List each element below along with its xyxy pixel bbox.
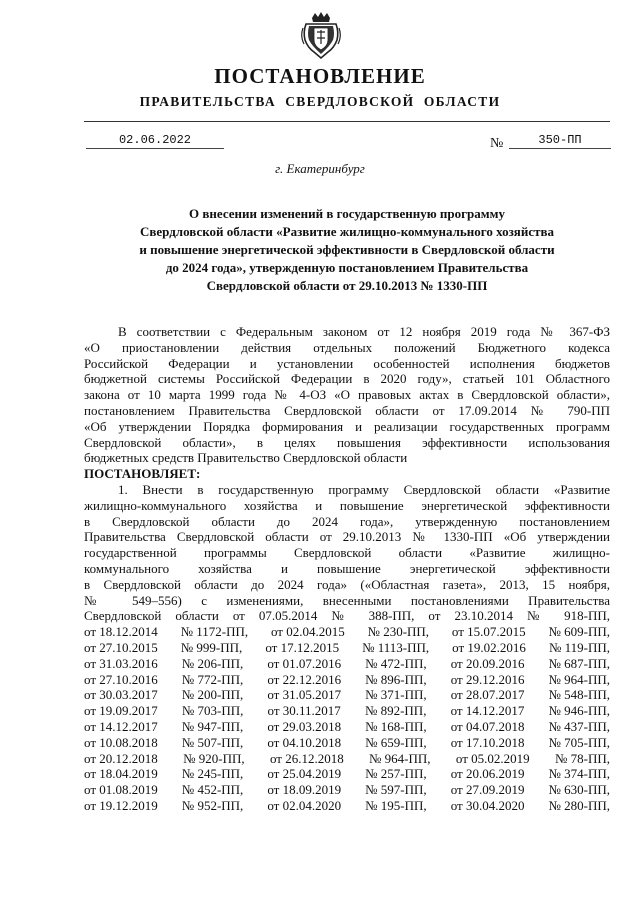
item-line: в Свердловской области до 2024 года» («Областная газета», 2013, 15 ноября, <box>84 576 610 592</box>
amendment-line <box>84 766 610 782</box>
amendment-number: № 947-ПП, <box>181 718 244 734</box>
amendment-number: № 437-ПП, <box>548 718 610 734</box>
amendment-line <box>84 672 610 688</box>
amendment-date: от 19.09.2017 <box>84 703 158 719</box>
amendment-number: № 772-ПП, <box>181 671 244 687</box>
item-line: в Свердловской области до 2024 года», утвержденную постановлением <box>84 513 610 529</box>
amendment-number: № 1172-ПП, <box>180 624 249 640</box>
amendment-date: от 29.03.2018 <box>267 718 342 734</box>
amendment-number: № 257-ПП, <box>365 766 427 782</box>
preamble-line: В соответствии с Федеральным законом от 12 ноября 2019 года № 367-ФЗ <box>118 324 610 339</box>
amendment-number: № 78-ПП, <box>554 750 610 766</box>
amendment-number: № 705-ПП, <box>548 734 610 750</box>
amendment-date: от 30.11.2017 <box>267 703 341 719</box>
amendment-date: от 27.10.2016 <box>84 671 158 687</box>
amendment-date: от 14.12.2017 <box>84 718 158 734</box>
preamble-paragraph <box>84 324 610 466</box>
item-line: государственной программы Свердловской области «Развитие жилищно- <box>84 545 610 561</box>
heading-line: О внесении изменений в государственную программу <box>189 206 505 221</box>
item-line: 1. Внести в государственную программу Свердловской области «Развитие <box>118 481 610 497</box>
amendment-line <box>84 751 610 767</box>
amendment-number: № 952-ПП, <box>181 797 244 813</box>
amendment-number: № 999-ПП, <box>180 639 243 655</box>
amendment-number: № 920-ПП, <box>183 750 245 766</box>
item-line: Свердловской области от 07.05.2014 № 388-ПП, от 23.10.2014 № 918-ПП, <box>84 608 610 624</box>
amendment-date: от 02.04.2020 <box>267 797 342 813</box>
amendment-date: от 26.12.2018 <box>269 750 344 766</box>
amendment-number: № 195-ПП, <box>365 797 427 813</box>
decree-word: ПОСТАНОВЛЯЕТ: <box>84 466 201 482</box>
preamble-line: Российской Федерации и установлении особенностей исполнения бюджетов <box>84 355 610 371</box>
amendment-number: № 507-ПП, <box>181 734 244 750</box>
document-city: г. Екатеринбург <box>275 161 365 176</box>
amendment-number: № 452-ПП, <box>181 782 244 798</box>
issuer-title: ПРАВИТЕЛЬСТВА СВЕРДЛОВСКОЙ ОБЛАСТИ <box>139 94 501 109</box>
amendment-date: от 04.07.2018 <box>450 718 525 734</box>
preamble-line: Свердловской области», в целях повышения эффективности использования <box>84 434 610 450</box>
amendment-date: от 19.02.2016 <box>452 639 526 655</box>
amendment-date: от 20.06.2019 <box>450 766 525 782</box>
heading-line: Свердловской области «Развитие жилищно-коммунального хозяйства <box>139 224 555 239</box>
amendment-line <box>84 798 610 814</box>
preamble-line: бюджетных средств Правительство Свердловской области <box>84 450 408 466</box>
document-date: 02.06.2022 <box>86 133 224 149</box>
amendment-number: № 206-ПП, <box>181 655 244 671</box>
amendment-date: от 30.04.2020 <box>450 797 525 813</box>
amendment-date: от 10.08.2018 <box>84 734 158 750</box>
amendment-date: от 15.07.2015 <box>451 624 526 640</box>
amendment-number: № 896-ПП, <box>365 671 427 687</box>
amendment-date: от 31.03.2016 <box>84 655 158 671</box>
amendment-number: № 374-ПП, <box>548 766 610 782</box>
document-body <box>84 324 610 814</box>
amendment-line <box>84 703 610 719</box>
document-title: ПОСТАНОВЛЕНИЕ <box>214 64 426 88</box>
heading-line: и повышение энергетической эффективности в Свердловской области <box>139 242 555 257</box>
amendment-date: от 01.07.2016 <box>267 655 342 671</box>
coat-of-arms-icon <box>300 10 342 62</box>
amendment-line <box>84 624 610 640</box>
amendment-line <box>84 735 610 751</box>
amendment-number: № 964-ПП, <box>369 750 431 766</box>
document-number: 350-ПП <box>509 133 611 149</box>
amendment-date: от 31.05.2017 <box>267 687 342 703</box>
amendment-line <box>84 640 610 656</box>
preamble-line: постановлением Правительства Свердловской области от 17.09.2014 № 790-ПП <box>84 402 610 418</box>
amendment-number: № 630-ПП, <box>548 782 610 798</box>
amendment-number: № 119-ПП, <box>548 639 610 655</box>
amendment-date: от 17.10.2018 <box>450 734 525 750</box>
amendment-date: от 04.10.2018 <box>267 734 342 750</box>
item-line: № 549–556) с изменениями, внесенными постановлениями Правительства <box>84 592 610 608</box>
amendment-date: от 20.09.2016 <box>450 655 525 671</box>
amendment-number: № 280-ПП, <box>548 797 610 813</box>
preamble-line: «Об утверждении Порядка формирования и реализации государственных программ <box>84 418 610 434</box>
amendment-date: от 28.07.2017 <box>450 687 525 703</box>
amendment-date: от 18.09.2019 <box>267 782 342 798</box>
amendment-line <box>84 656 610 672</box>
amendment-date: от 20.12.2018 <box>84 750 158 766</box>
amendment-date: от 22.12.2016 <box>267 671 342 687</box>
item-line: Правительства Свердловской области от 29.10.2013 № 1330-ПП «Об утверждении <box>84 529 610 545</box>
amendment-date: от 18.04.2019 <box>84 766 158 782</box>
amendment-number: № 892-ПП, <box>364 703 427 719</box>
preamble-line: закона от 10 марта 1999 года № 4-ОЗ «О правовых актах в Свердловской области», <box>84 387 610 403</box>
amendment-date: от 02.04.2015 <box>270 624 345 640</box>
amendment-number: № 548-ПП, <box>548 687 610 703</box>
heading-line: до 2024 года», утвержденную постановлением Правительства <box>165 260 529 275</box>
amendment-date: от 27.10.2015 <box>84 639 158 655</box>
amendment-number: № 946-ПП, <box>548 703 610 719</box>
amendment-number: № 245-ПП, <box>181 766 244 782</box>
amendment-date: от 14.12.2017 <box>450 703 525 719</box>
amendment-number: № 472-ПП, <box>365 655 427 671</box>
header-divider <box>84 121 610 122</box>
number-sign: № <box>490 136 504 151</box>
preamble-line: «О приостановлении действия отдельных положений Бюджетного кодекса <box>84 339 610 355</box>
amendment-number: № 659-ПП, <box>365 734 427 750</box>
amendment-date: от 25.04.2019 <box>267 766 342 782</box>
amendment-number: № 687-ПП, <box>548 655 610 671</box>
amendment-number: № 230-ПП, <box>367 624 430 640</box>
amendment-line <box>84 687 610 703</box>
item-1-paragraph <box>84 482 610 624</box>
amendment-number: № 964-ПП, <box>548 671 610 687</box>
amendment-number: № 371-ПП, <box>365 687 427 703</box>
amendment-line <box>84 782 610 798</box>
amendment-date: от 27.09.2019 <box>450 782 525 798</box>
document-heading <box>84 205 610 295</box>
amendment-date: от 30.03.2017 <box>84 687 158 703</box>
amendments-list <box>84 624 610 814</box>
amendment-number: № 200-ПП, <box>181 687 244 703</box>
amendment-number: № 597-ПП, <box>365 782 427 798</box>
preamble-line: бюджетной системы Российской Федерации в 2020 году», статьей 101 Областного <box>84 371 610 387</box>
amendment-number: № 609-ПП, <box>548 624 610 640</box>
item-line: коммунального хозяйства и повышение энергетической эффективности <box>84 560 610 576</box>
amendment-date: от 01.08.2019 <box>84 782 158 798</box>
amendment-date: от 17.12.2015 <box>265 639 340 655</box>
amendment-number: № 168-ПП, <box>365 718 427 734</box>
amendment-line <box>84 719 610 735</box>
amendment-number: № 1113-ПП, <box>362 639 430 655</box>
amendment-date: от 05.02.2019 <box>455 750 530 766</box>
heading-line: Свердловской области от 29.10.2013 № 1330-ПП <box>206 278 488 293</box>
amendment-number: № 703-ПП, <box>181 703 244 719</box>
amendment-date: от 19.12.2019 <box>84 797 158 813</box>
item-line: жилищно-коммунального хозяйства и повышение энергетической эффективности <box>84 497 610 513</box>
amendment-date: от 29.12.2016 <box>450 671 525 687</box>
amendment-date: от 18.12.2014 <box>84 624 158 640</box>
